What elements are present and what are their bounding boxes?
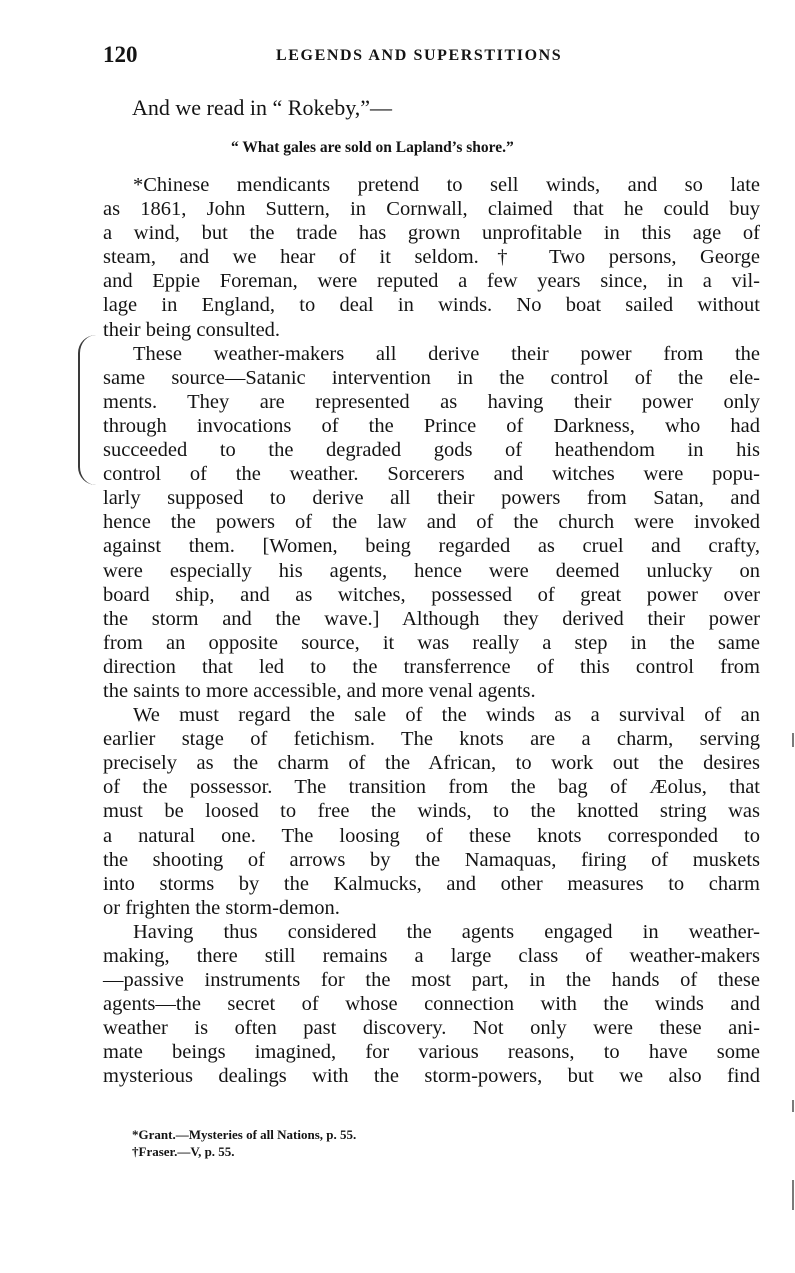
- text-line: direction that led to the transferrence of this control from: [103, 655, 760, 678]
- text-line: earlier stage of fetichism. The knots are a charm, serving: [103, 728, 760, 751]
- scan-edge-mark: [792, 1100, 794, 1112]
- text-line: from an opposite source, it was really a step in the same: [103, 631, 760, 654]
- text-line: board ship, and as witches, possessed of great power over: [103, 583, 760, 606]
- text-line: against them. [Women, being regarded as cruel and crafty,: [103, 535, 760, 558]
- paragraph: [103, 703, 760, 920]
- paragraph: [103, 342, 760, 703]
- handwritten-bracket-mark: [78, 335, 100, 485]
- text-line: larly supposed to derive all their powers from Satan, and: [103, 487, 760, 510]
- footnote: *Grant.—Mysteries of all Nations, p. 55.: [132, 1127, 357, 1142]
- text-line: were especially his agents, hence were deemed unlucky on: [103, 559, 760, 582]
- paragraph: [103, 920, 760, 1089]
- text-line: or frighten the storm-demon.: [103, 896, 340, 919]
- footnote: †Fraser.—V, p. 55.: [132, 1144, 235, 1159]
- text-line: the saints to more accessible, and more venal agents.: [103, 679, 536, 702]
- paragraph: [103, 173, 760, 342]
- text-line: their being consulted.: [103, 318, 281, 341]
- text-line: and Eppie Foreman, were reputed a few years since, in a vil-: [103, 270, 760, 293]
- text-line: through invocations of the Prince of Darkness, who had: [103, 414, 760, 437]
- text-line: mysterious dealings with the storm-powers, but we also find: [103, 1065, 760, 1088]
- text-line: succeeded to the degraded gods of heathendom in his: [103, 439, 760, 462]
- scan-edge-mark: [792, 733, 794, 747]
- text-line: the storm and the wave.] Although they derived their power: [103, 607, 760, 630]
- text-line: precisely as the charm of the African, to work out the desires: [103, 752, 760, 775]
- text-line: same source—Satanic intervention in the control of the ele-: [103, 366, 760, 389]
- scan-edge-mark: [792, 1180, 794, 1210]
- page-number: 120: [103, 42, 138, 67]
- text-line: of the possessor. The transition from the bag of Æolus, that: [103, 776, 760, 799]
- intro-line: And we read in “ Rokeby,”—: [132, 95, 393, 120]
- text-line: hence the powers of the law and of the church were invoked: [103, 511, 760, 534]
- text-line: lage in England, to deal in winds. No boat sailed without: [103, 294, 760, 317]
- footnotes: [132, 1126, 356, 1160]
- text-line: Having thus considered the agents engaged in weather-: [133, 920, 760, 943]
- text-line: as 1861, John Suttern, in Cornwall, claimed that he could buy: [103, 198, 760, 221]
- text-line: making, there still remains a large class of weather-makers: [103, 945, 760, 967]
- text-line: weather is often past discovery. Not only were these ani-: [103, 1017, 760, 1040]
- text-line: the shooting of arrows by the Namaquas, firing of muskets: [103, 848, 760, 871]
- text-line: mate beings imagined, for various reasons, to have some: [103, 1041, 760, 1064]
- text-line: *Chinese mendicants pretend to sell winds, and so late: [133, 174, 760, 196]
- text-line: a wind, but the trade has grown unprofitable in this age of: [103, 222, 760, 245]
- text-line: agents—the secret of whose connection with the winds and: [103, 993, 760, 1016]
- verse-quote: “ What gales are sold on Lapland’s shore.”: [231, 139, 514, 156]
- text-line: ments. They are represented as having their power only: [103, 390, 760, 413]
- text-line: control of the weather. Sorcerers and witches were popu-: [103, 463, 760, 486]
- running-header: [103, 42, 760, 72]
- running-title: LEGENDS AND SUPERSTITIONS: [276, 47, 563, 64]
- text-line: We must regard the sale of the winds as a survival of an: [133, 704, 760, 727]
- text-line: steam, and we hear of it seldom.† Two persons, George: [103, 246, 760, 269]
- text-line: must be loosed to free the winds, to the knotted string was: [103, 800, 760, 823]
- text-line: These weather-makers all derive their power from the: [133, 342, 760, 365]
- text-line: into storms by the Kalmucks, and other measures to charm: [103, 872, 760, 895]
- text-line: —passive instruments for the most part, in the hands of these: [103, 969, 760, 992]
- body-text: [103, 173, 760, 1089]
- text-line: a natural one. The loosing of these knots corresponded to: [103, 824, 760, 847]
